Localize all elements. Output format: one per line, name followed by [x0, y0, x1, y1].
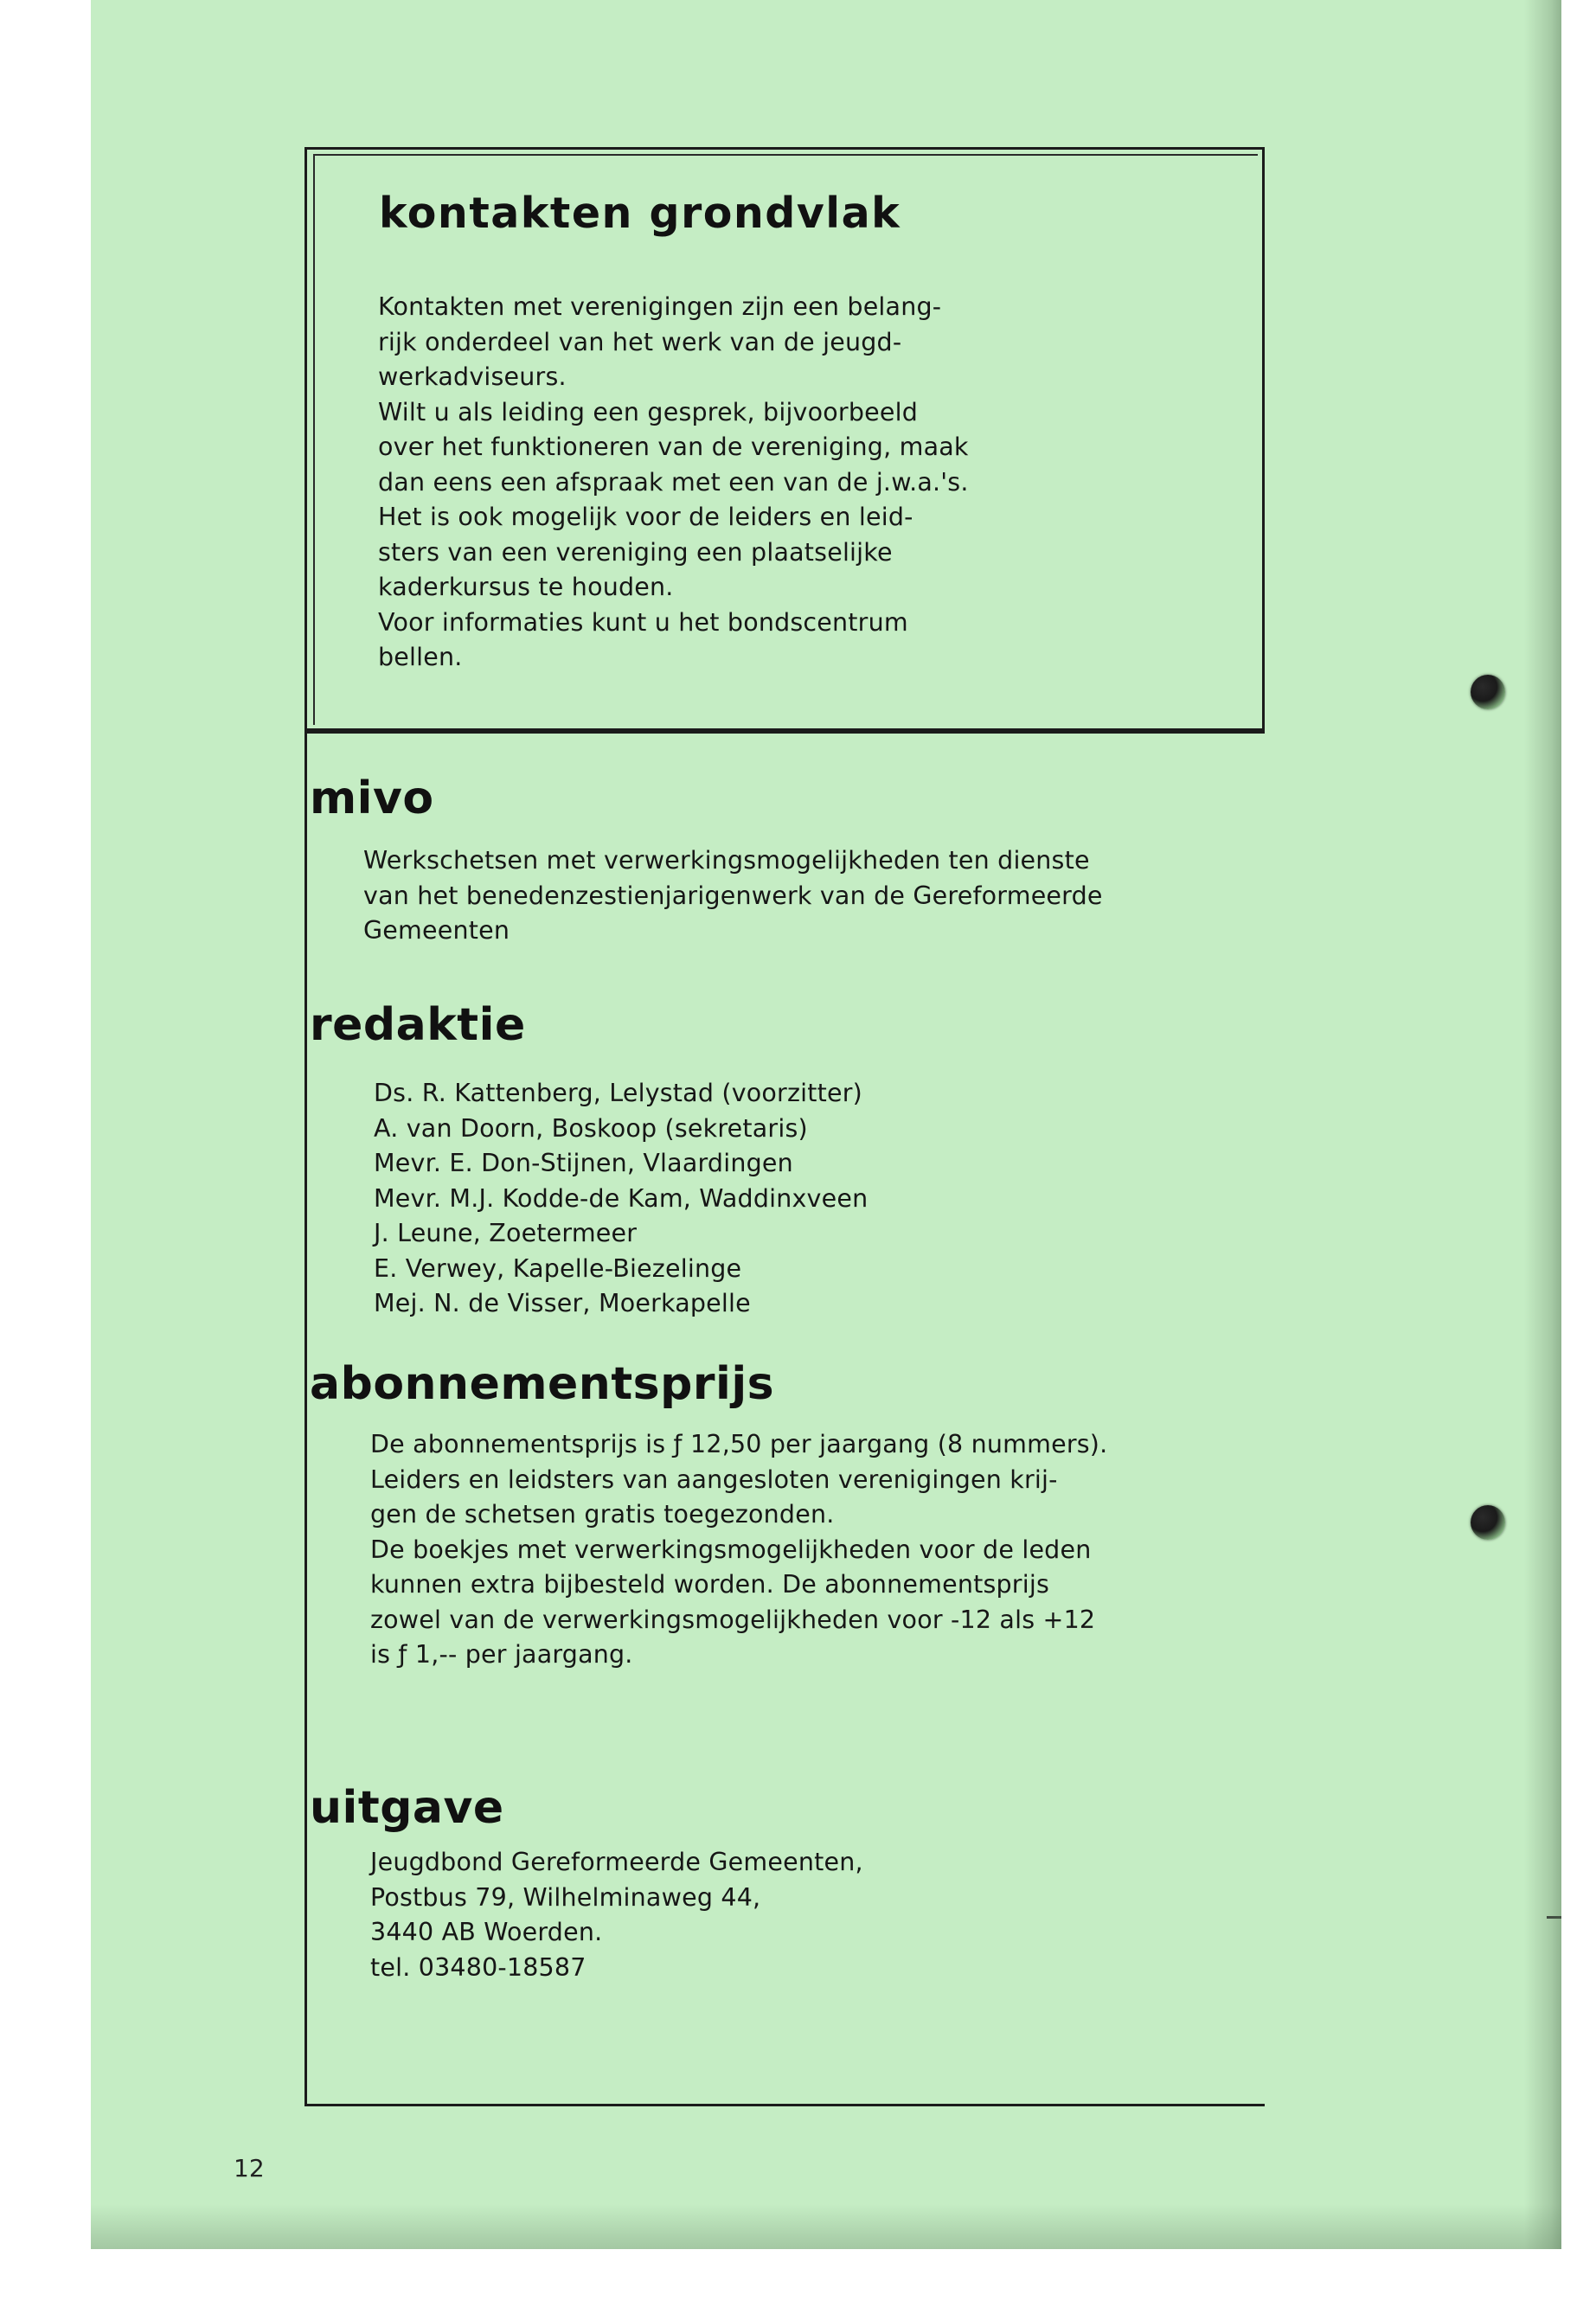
abonnementsprijs-section-text: [370, 1427, 1253, 1673]
kontakten-line: bellen.: [378, 643, 463, 671]
kontakten-grondvlak-text: [378, 290, 1208, 676]
list-item: A. van Doorn, Boskoop (sekretaris): [374, 1113, 808, 1143]
kontakten-line: Het is ook mogelijk voor de leiders en leid-: [378, 503, 913, 531]
kontakten-line: werkadviseurs.: [378, 362, 567, 391]
mivo-line: van het benedenzestienjarigenwerk van de Gereformeerde: [363, 881, 1103, 910]
list-item: Ds. R. Kattenberg, Lelystad (voorzitter): [374, 1079, 862, 1107]
page-number: 12: [234, 2154, 265, 2182]
binder-hole-icon: [1471, 675, 1505, 709]
abonnementsprijs-line: De boekjes met verwerkingsmogelijkheden voor de leden: [370, 1535, 1092, 1564]
scan-white-margin-right: [1561, 0, 1596, 2301]
abonnementsprijs-line: Leiders en leidsters van aangesloten verenigingen krij-: [370, 1465, 1058, 1494]
abonnementsprijs-line: gen de schetsen gratis toegezonden.: [370, 1500, 835, 1529]
mivo-line: Werkschetsen met verwerkingsmogelijkheden ten dienste: [363, 846, 1090, 875]
abonnementsprijs-line: De abonnementsprijs is ƒ 12,50 per jaargang (8 nummers).: [370, 1430, 1108, 1458]
list-item: J. Leune, Zoetermeer: [374, 1219, 638, 1247]
kontakten-line: dan eens een afspraak met een van de j.w.a.'s.: [378, 467, 969, 497]
redaktie-section-title: redaktie: [310, 999, 526, 1051]
uitgave-line: Postbus 79, Wilhelminaweg 44,: [370, 1882, 761, 1912]
abonnementsprijs-line: zowel van de verwerkingsmogelijkheden voor -12 als +12: [370, 1605, 1096, 1634]
scan-white-margin-bottom: [0, 2249, 1596, 2301]
scan-shadow-bottom: [91, 2204, 1561, 2249]
mivo-section-title: mivo: [310, 772, 434, 824]
binder-hole-icon: [1471, 1505, 1505, 1540]
mivo-section-text: [363, 843, 1263, 949]
kontakten-line: rijk onderdeel van het werk van de jeugd-: [378, 327, 902, 356]
mivo-line: Gemeenten: [363, 916, 510, 945]
kontakten-line: Voor informaties kunt u het bondscentrum: [378, 607, 908, 637]
kontakten-grondvlak-title: kontakten grondvlak: [379, 189, 901, 238]
kontakten-line: over het funktioneren van de vereniging, maak: [378, 433, 969, 461]
list-item: Mevr. E. Don-Stijnen, Vlaardingen: [374, 1149, 793, 1177]
redaktie-member-list: [374, 1076, 1239, 1322]
abonnementsprijs-section-title: abonnementsprijs: [310, 1358, 775, 1410]
abonnementsprijs-line: is ƒ 1,-- per jaargang.: [370, 1640, 633, 1669]
kontakten-line: Kontakten met verenigingen zijn een belang-: [378, 292, 942, 321]
list-item: Mej. N. de Visser, Moerkapelle: [374, 1289, 751, 1317]
abonnementsprijs-line: kunnen extra bijbesteld worden. De abonnementsprijs: [370, 1570, 1050, 1599]
uitgave-line: 3440 AB Woerden.: [370, 1918, 603, 1946]
scan-white-margin-left: [0, 0, 91, 2301]
uitgave-section-text: [370, 1845, 1235, 1985]
list-item: Mevr. M.J. Kodde-de Kam, Waddinxveen: [374, 1183, 869, 1213]
list-item: E. Verwey, Kapelle-Biezelinge: [374, 1253, 742, 1283]
scan-shadow-right: [1524, 0, 1562, 2249]
kontakten-line: kaderkursus te houden.: [378, 573, 674, 601]
uitgave-line: tel. 03480-18587: [370, 1952, 586, 1982]
kontakten-line: sters van een vereniging een plaatselijke: [378, 537, 893, 567]
uitgave-line: Jeugdbond Gereformeerde Gemeenten,: [370, 1848, 863, 1876]
kontakten-line: Wilt u als leiding een gesprek, bijvoorbeeld: [378, 397, 918, 426]
uitgave-section-title: uitgave: [310, 1782, 504, 1834]
